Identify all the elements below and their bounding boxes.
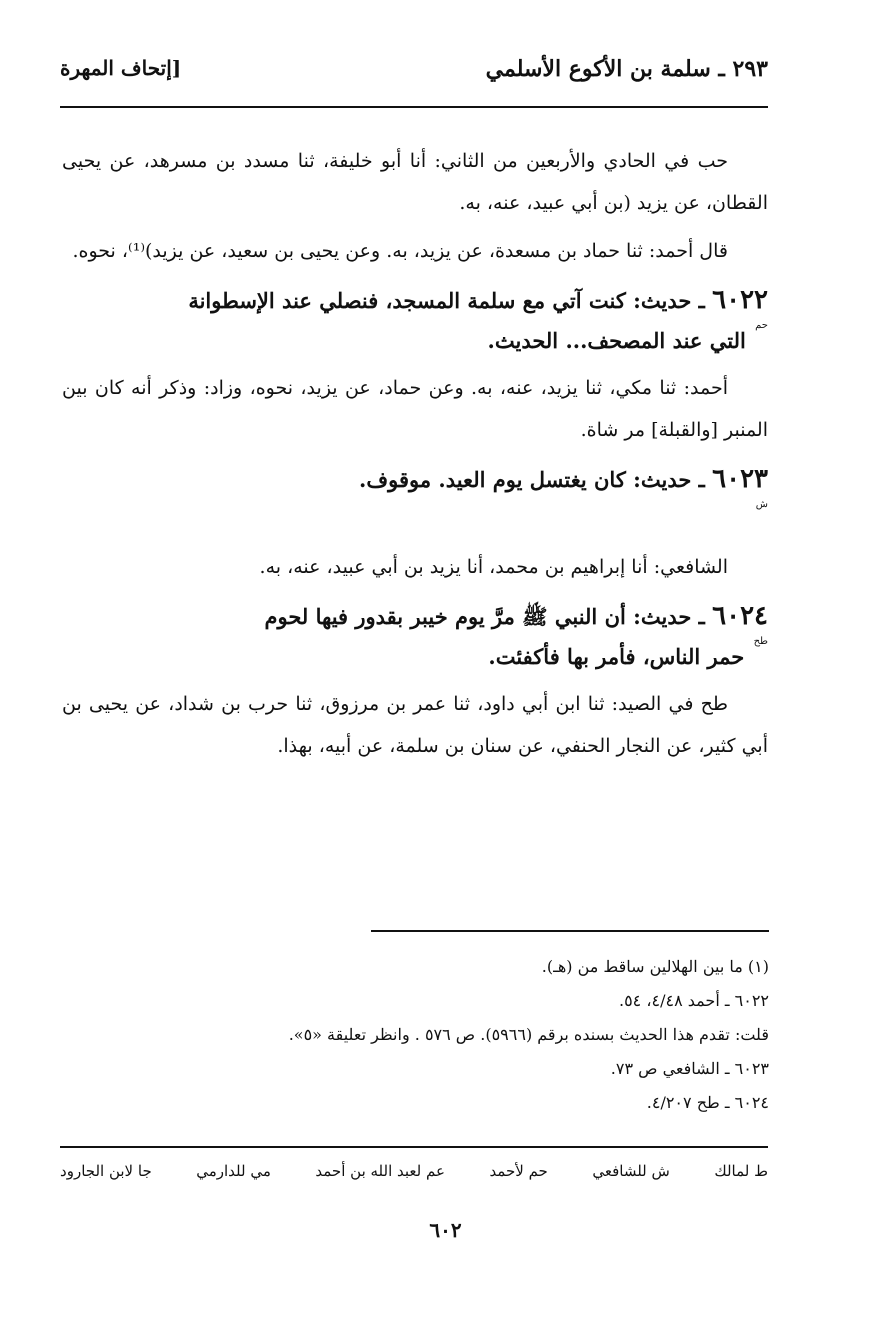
hadith-6024	[62, 596, 768, 677]
legend-item: ط لمالك	[714, 1162, 768, 1180]
hadith-number: ٦٠٢٢	[712, 285, 768, 315]
legend-item: جا لابن الجارود	[60, 1162, 152, 1180]
source-siglum: حم	[755, 320, 768, 331]
hadith-number: ٦٠٢٤	[712, 601, 768, 631]
hadith-6022	[62, 280, 768, 361]
book-title: [إتحاف المهرة	[60, 56, 182, 80]
footnotes	[119, 950, 769, 1120]
hadith-text: ـ حديث: كان يغتسل يوم العيد. موقوف.	[359, 467, 705, 492]
paragraph-ahmad: قال أحمد: ثنا حماد بن مسعدة، عن يزيد، به. وعن يحيى بن سعيد، عن يزيد)⁽¹⁾، نحوه.	[72, 240, 728, 262]
source-siglum: طح	[753, 636, 768, 647]
paragraph-hibban: حب في الحادي والأربعين من الثاني: أنا أبو خليفة، ثنا مسدد بن مسرهد، عن يحيى القطان، عن يزيد (بن أبي عبيد، عنه، به.	[62, 150, 768, 214]
footnote-item: ٦٠٢٣ ـ الشافعي ص ٧٣.	[610, 1059, 769, 1078]
paragraph-6023-isnad: الشافعي: أنا إبراهيم بن محمد، أنا يزيد بن أبي عبيد، عنه، به.	[259, 556, 728, 578]
legend-item: عم لعبد الله بن أحمد	[315, 1162, 445, 1180]
paragraph-6022-isnad: أحمد: ثنا مكي، ثنا يزيد، عنه، به. وعن حماد، عن يزيد، نحوه، وزاد: وذكر أنه كان بين المنبر [والقبلة] مر شاة.	[62, 377, 768, 441]
main-text	[62, 140, 768, 773]
legend-divider	[60, 1146, 768, 1148]
footnote-divider	[371, 930, 769, 932]
footnote-item: (١) ما بين الهلالين ساقط من (هـ).	[541, 957, 769, 976]
page-header	[60, 56, 768, 96]
hadith-continuation: حمر الناس، فأمر بها فأكفئت.	[488, 644, 745, 669]
hadith-text: ـ حديث: كنت آتي مع سلمة المسجد، فنصلي عند الإسطوانة	[188, 288, 705, 313]
legend-item: حم لأحمد	[489, 1162, 548, 1180]
footnote-item: قلت: تقدم هذا الحديث بسنده برقم (٥٩٦٦). ص ٥٧٦ . وانظر تعليقة «٥».	[288, 1025, 769, 1044]
hadith-text: ـ حديث: أن النبي ﷺ مرَّ يوم خيبر بقدور فيها لحوم	[264, 604, 705, 629]
source-siglum: ش	[755, 499, 768, 510]
legend-item: مي للدارمي	[196, 1162, 271, 1180]
page-number: ٦٠٢	[429, 1218, 462, 1242]
hadith-continuation: التي عند المصحف... الحديث.	[487, 328, 746, 353]
footnote-item: ٦٠٢٤ ـ طح ٤/٢٠٧.	[646, 1093, 769, 1112]
paragraph-6024-isnad: طح في الصيد: ثنا ابن أبي داود، ثنا عمر بن مرزوق، ثنا حرب بن شداد، عن يحيى بن أبي كثير، عن النجار الحنفي، عن سنان بن سلمة، عن أبيه، بهذا.	[62, 693, 768, 757]
hadith-number: ٦٠٢٣	[712, 464, 768, 494]
footnote-item: ٦٠٢٢ ـ أحمد ٤/٤٨، ٥٤.	[618, 991, 769, 1010]
chapter-title: ٢٩٣ ـ سلمة بن الأكوع الأسلمي	[485, 56, 768, 82]
hadith-6023	[62, 459, 768, 540]
abbreviation-legend	[60, 1162, 768, 1180]
header-divider	[60, 106, 768, 108]
legend-item: ش للشافعي	[592, 1162, 670, 1180]
